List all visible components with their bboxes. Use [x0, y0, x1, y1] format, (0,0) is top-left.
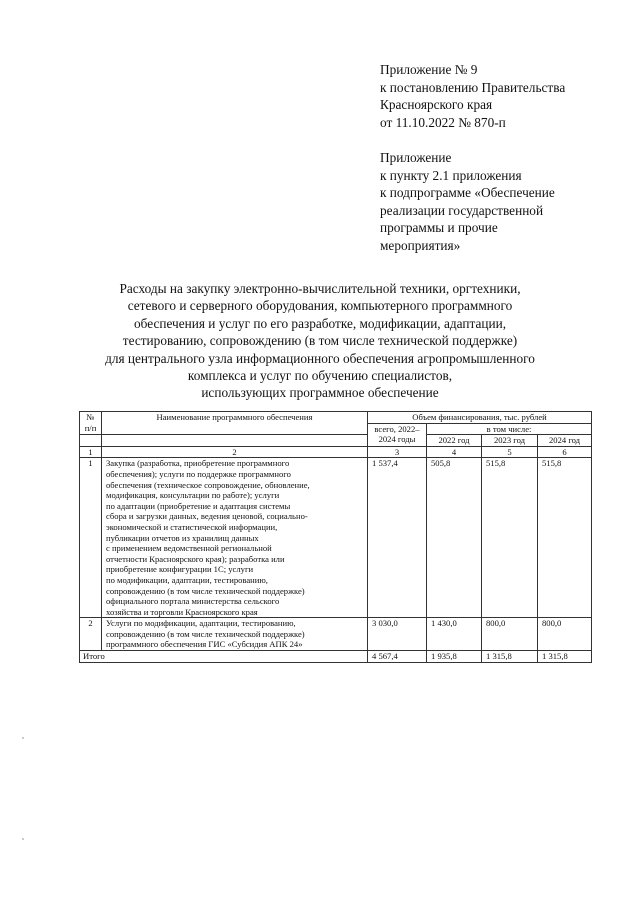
header-line: Приложение: [380, 150, 452, 165]
header-name: Наименование программного обеспечения: [102, 412, 368, 435]
column-number: 3: [368, 446, 427, 458]
header-line: Красноярского края: [380, 97, 493, 113]
footer-label: Итого: [80, 651, 368, 663]
header-2024: 2024 год: [538, 435, 592, 447]
description-line: сопровождению (в том числе технической поддержке): [106, 585, 305, 596]
column-number: 6: [538, 446, 592, 458]
row-2022: 505,8: [427, 458, 482, 618]
scan-dot: [22, 737, 24, 739]
row-2023: 515,8: [482, 458, 538, 618]
title-line: использующих программное обеспечение: [201, 385, 439, 401]
title-line: сетевого и серверного оборудования, компьютерного программного: [127, 298, 513, 314]
header-line: к пункту 2.1 приложения: [380, 167, 522, 183]
column-number: 5: [482, 446, 538, 458]
row-description: [102, 618, 368, 651]
row-2022: 1 430,0: [427, 618, 482, 651]
description-line: Услуги по модификации, адаптации, тестированию,: [106, 618, 296, 629]
row-2024: 515,8: [538, 458, 592, 618]
description-line: по адаптации (приобретение и адаптация системы: [106, 500, 291, 511]
table-footer-row: [80, 651, 592, 663]
description-line: Закупка (разработка, приобретение программного: [106, 458, 290, 469]
row-number: 2: [80, 618, 102, 651]
footer-2023: 1 315,8: [482, 651, 538, 663]
description-line: официального портала министерства сельского: [106, 596, 280, 607]
description-line: с применением ведомственной региональной: [106, 543, 272, 554]
description-line: экономической и статистической информации,: [106, 521, 278, 532]
header-including: в том числе:: [427, 423, 592, 435]
description-line: публикации отчетов из хранилищ данных: [106, 532, 259, 543]
header-blank: [80, 435, 102, 447]
expenses-table: [79, 411, 592, 663]
header-line: программы и прочие: [380, 220, 498, 236]
footer-total: 4 567,4: [368, 651, 427, 663]
appendix-header: [380, 61, 565, 131]
header-total: всего, 2022–2024 годы: [368, 423, 427, 446]
title-line: для центрального узла информационного обеспечения агропромышленного: [105, 350, 535, 366]
table-row: [80, 458, 592, 618]
description-line: программного обеспечения ГИС «Субсидия АПК 24»: [106, 639, 303, 650]
row-2024: 800,0: [538, 618, 592, 651]
row-total: 1 537,4: [368, 458, 427, 618]
description-line: сбора и загрузки данных, ведения ценовой, социально-: [106, 511, 308, 522]
column-number: 1: [80, 446, 102, 458]
appendix-subheader: [380, 149, 555, 255]
header-number: № п/п: [80, 412, 102, 435]
title-line: Расходы на закупку электронно-вычислительной техники, оргтехники,: [119, 281, 521, 296]
header-2023: 2023 год: [482, 435, 538, 447]
description-line: обеспечения); услуги по поддержке программного: [106, 468, 291, 479]
header-line: мероприятия»: [380, 237, 461, 253]
header-line: Приложение № 9: [380, 62, 478, 77]
description-line: хозяйства и торговли Красноярского края: [106, 606, 258, 617]
column-number: 4: [427, 446, 482, 458]
header-blank: [102, 435, 368, 447]
table-header-row: [80, 412, 592, 424]
header-line: к постановлению Правительства: [380, 79, 566, 95]
header-line: реализации государственной: [380, 202, 544, 218]
row-2023: 800,0: [482, 618, 538, 651]
title-line: обеспечения и услуг по его разработке, модификации, адаптации,: [133, 315, 507, 331]
table-row: [80, 618, 592, 651]
title-line: комплекса и услуг по обучению специалистов,: [187, 368, 453, 384]
header-2022: 2022 год: [427, 435, 482, 447]
description-line: сопровождению (в том числе технической поддержке): [106, 628, 305, 639]
header-line: от 11.10.2022 № 870-п: [380, 114, 506, 130]
description-line: по модификации, адаптации, тестированию,: [106, 574, 268, 585]
row-description: [102, 458, 368, 618]
header-funding: Объем финансирования, тыс. рублей: [368, 412, 592, 424]
footer-2024: 1 315,8: [538, 651, 592, 663]
description-line: отчетности Красноярского края); разработка или: [106, 553, 285, 564]
row-total: 3 030,0: [368, 618, 427, 651]
description-line: приобретение конфигурации 1С; услуги: [106, 564, 254, 575]
description-line: обеспечения (техническое сопровождение, обновление,: [106, 479, 310, 490]
document-title: [90, 280, 550, 402]
column-number: 2: [102, 446, 368, 458]
description-line: модификация, консультации по работе); услуги: [106, 490, 280, 501]
row-number: 1: [80, 458, 102, 618]
footer-2022: 1 935,8: [427, 651, 482, 663]
scan-dot: [22, 838, 24, 840]
title-line: тестированию, сопровождению (в том числе технической поддержке): [122, 333, 518, 349]
table-header-row: [80, 435, 592, 447]
column-number-row: [80, 446, 592, 458]
header-line: к подпрограмме «Обеспечение: [380, 185, 555, 201]
